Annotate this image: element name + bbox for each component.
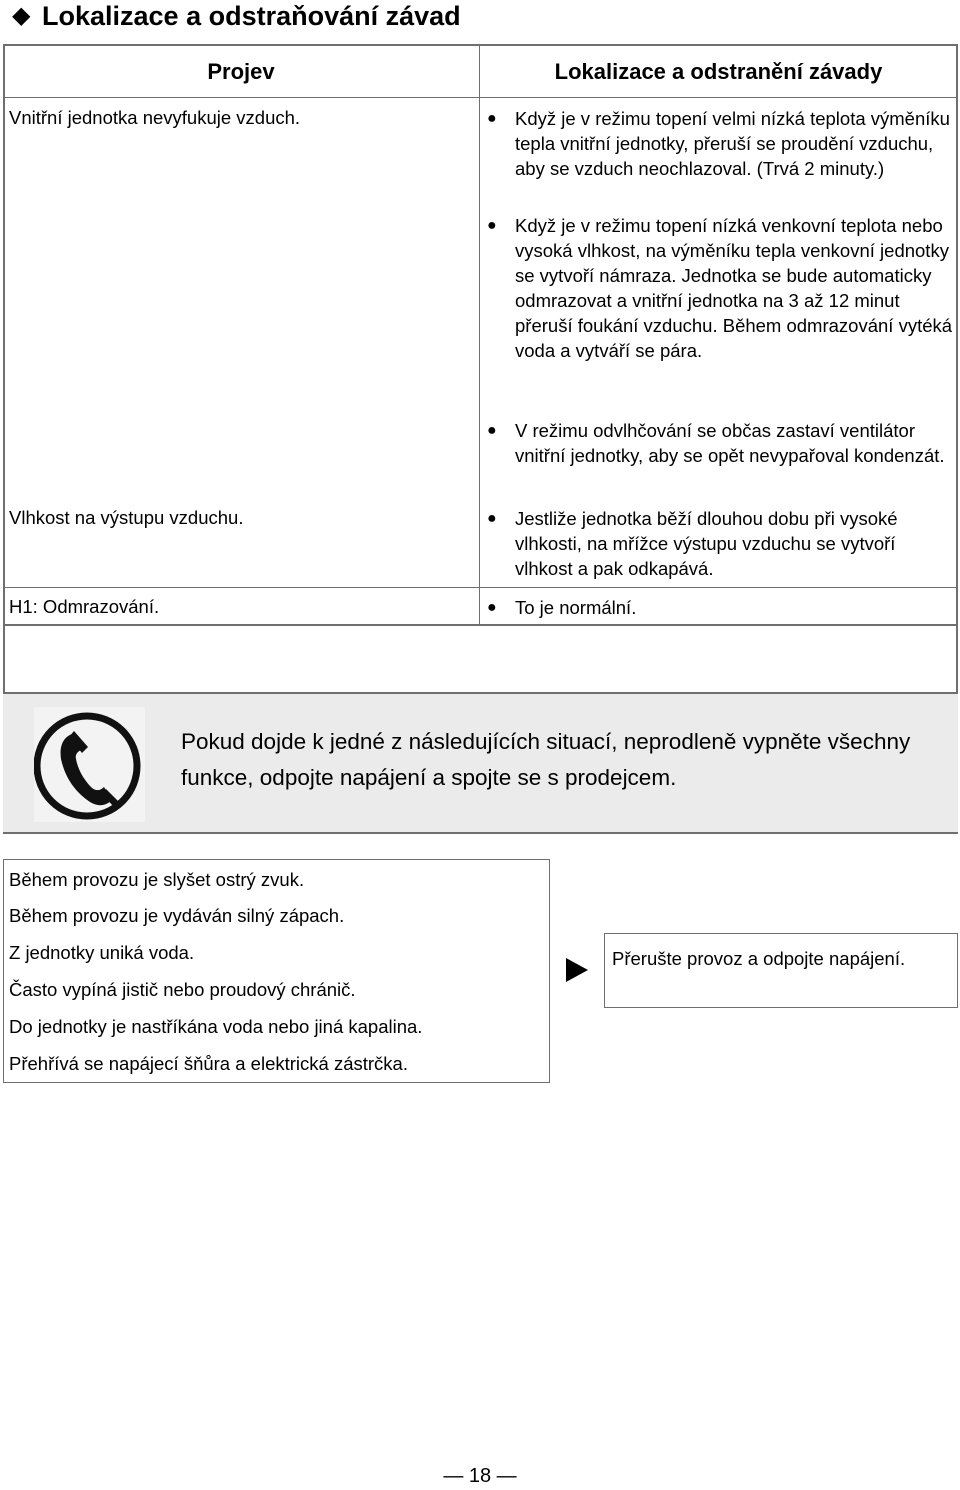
section-title [12, 0, 461, 34]
symptom-humidity: Vlhkost na výstupu vzduchu. [9, 507, 244, 528]
solution-bullet: ● To je normální. [487, 597, 637, 618]
diamond-bullet-icon: ◆ [12, 2, 31, 29]
situation-item: Z jednotky uniká voda. [9, 942, 195, 963]
bullet-dot-icon: ● [487, 110, 497, 127]
header-solution: Lokalizace a odstranění závady [554, 59, 883, 84]
situation-item: Během provozu je vydáván silný zápach. [9, 905, 345, 926]
phone-icon [34, 707, 145, 822]
solution-bullet: ● Jestliže jednotka běží dlouhou dobu při vysoké vlhkosti, na mřížce výstupu vzduchu se vytvoří vlhkost a pak odkapává. [487, 508, 898, 579]
symptom-no-airflow: Vnitřní jednotka nevyfukuje vzduch. [9, 107, 301, 128]
solution-bullet: ● Když je v režimu topení nízká venkovní teplota nebo vysoká vlhkost, na výměníku tepla venkovní jednotky se vytvoří námraza. Jednotka se bude automaticky odmrazovat a vnitřní jednotka na 3 až 12 minut přeruší foukání vzduchu. Během odmrazování vytéká voda a vytváří se pára. [487, 215, 953, 361]
header-symptom: Projev [207, 59, 275, 84]
solution-bullet: ● Když je v režimu topení velmi nízká teplota výměníku tepla vnitřní jednotky, přeruší se proudění vzduchu, aby se vzduch neochlazoval. (Trvá 2 minuty.) [487, 108, 950, 179]
bullet-dot-icon: ● [487, 510, 497, 527]
bullet-dot-icon: ● [487, 599, 497, 616]
warning-text: Pokud dojde k jedné z následujících situací, neprodleně vypněte všechny funkce, odpojte napájení a spojte se s prodejcem. [181, 729, 911, 790]
situation-item: Během provozu je slyšet ostrý zvuk. [9, 869, 305, 890]
situation-item: Často vypíná jistič nebo proudový chránič. [9, 979, 356, 1000]
solution-bullet: ● V režimu odvlhčování se občas zastaví ventilátor vnitřní jednotky, aby se opět nevypařoval kondenzát. [487, 420, 945, 466]
page-number: — 18 — [443, 1465, 517, 1487]
section-title-text: Lokalizace a odstraňování závad [42, 1, 461, 31]
situations-box [3, 859, 550, 1083]
symptom-defrost: H1: Odmrazování. [9, 596, 160, 617]
bullet-dot-icon: ● [487, 422, 497, 439]
action-text: Přerušte provoz a odpojte napájení. [612, 948, 906, 969]
arrow-right-icon [566, 958, 588, 982]
situation-item: Přehřívá se napájecí šňůra a elektrická zástrčka. [9, 1053, 408, 1074]
bullet-dot-icon: ● [487, 217, 497, 234]
situation-item: Do jednotky je nastříkána voda nebo jiná kapalina. [9, 1016, 423, 1037]
